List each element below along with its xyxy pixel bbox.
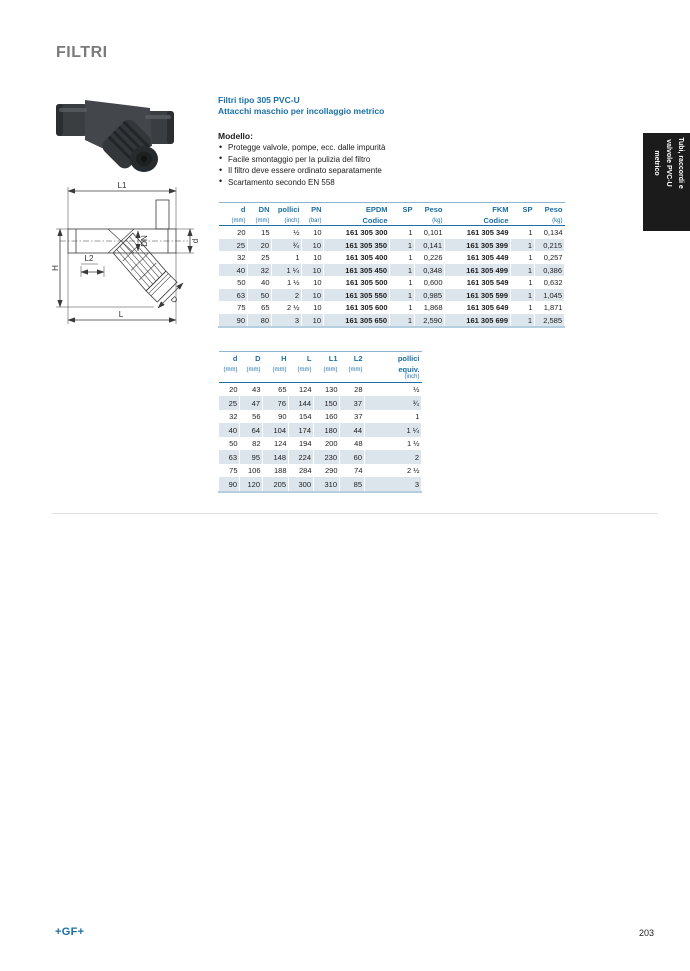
table-cell: 0,226 <box>423 253 443 262</box>
table-cell: 90 <box>219 477 240 492</box>
table-cell: 74 <box>354 466 363 475</box>
table-cell: 188 <box>273 466 287 475</box>
table-cell: 0,600 <box>423 278 443 287</box>
table-row <box>219 437 422 451</box>
column-header: SP <box>402 205 413 214</box>
table-cell: 310 <box>314 477 340 492</box>
table-cell: 106 <box>247 466 261 475</box>
table-cell: 50 <box>248 289 272 302</box>
dim-label-l: L <box>118 310 124 319</box>
table-row <box>219 314 565 328</box>
table-cell: 3 <box>272 314 302 328</box>
table-cell: 1 <box>408 278 413 287</box>
table-cell: 290 <box>324 466 338 475</box>
table-cell: 1 <box>511 239 535 252</box>
column-header: L <box>306 354 312 363</box>
table-cell: 1 <box>295 253 300 262</box>
column-header: L2 <box>353 354 363 363</box>
table-cell: 40 <box>261 278 270 287</box>
table-cell: 82 <box>252 439 261 448</box>
table-cell: 130 <box>324 385 338 394</box>
table-cell: 180 <box>314 423 340 437</box>
table-cell: 2,585 <box>535 314 565 328</box>
table-cell: 161 305 399 <box>445 239 511 252</box>
table-cell: 0,348 <box>415 264 445 277</box>
table-row <box>219 289 565 302</box>
table-cell: 120 <box>240 477 263 492</box>
table-cell: 1 <box>511 264 535 277</box>
column-header: Codice <box>445 214 511 226</box>
table-row <box>219 396 422 410</box>
table-row <box>219 464 422 478</box>
table-row <box>219 276 565 289</box>
feature-item: • Scartamento secondo EN 558 <box>218 177 385 189</box>
table-cell: 1 ½ <box>286 278 300 287</box>
table-cell: 161 305 300 <box>345 228 388 237</box>
table-cell: 0,985 <box>415 289 445 302</box>
table-cell: 65 <box>278 385 287 394</box>
table-cell: 32 <box>229 412 238 421</box>
table-cell: 1 <box>408 253 413 262</box>
column-header: EPDM <box>365 205 388 214</box>
table-cell: 1 ¼ <box>272 264 302 277</box>
table-cell: 1 <box>528 278 533 287</box>
spec-table <box>218 202 565 328</box>
table-cell: 1,868 <box>423 303 443 312</box>
column-header: Peso <box>544 205 563 214</box>
table-cell: 0,134 <box>543 228 563 237</box>
column-header: (mm) <box>348 366 363 373</box>
table-cell: 174 <box>289 423 314 437</box>
chapter-tab-line: metrico <box>653 150 660 176</box>
table-cell: 1 <box>390 239 415 252</box>
table-cell: 10 <box>302 289 324 302</box>
table-cell: 85 <box>340 477 365 492</box>
column-header: L1 <box>328 354 338 363</box>
column-header: PN <box>311 205 322 214</box>
table-cell: 10 <box>302 264 324 277</box>
column-header: (mm) <box>223 366 238 373</box>
table-cell: 20 <box>248 239 272 252</box>
column-header: (mm) <box>246 366 261 373</box>
table-cell: 65 <box>261 303 270 312</box>
table-cell: 2 ½ <box>406 466 420 475</box>
column-header: (inch) <box>365 374 422 382</box>
table-cell: 150 <box>314 396 340 410</box>
column-header: DN <box>258 205 270 214</box>
table-cell: 10 <box>313 278 322 287</box>
table-cell: 1 <box>390 314 415 328</box>
table-cell: 161 305 550 <box>324 289 390 302</box>
table-cell: 80 <box>248 314 272 328</box>
table-cell: 1 <box>511 289 535 302</box>
table-cell: 76 <box>263 396 289 410</box>
table-cell: 25 <box>219 396 240 410</box>
table-cell: 63 <box>219 289 248 302</box>
chapter-tab <box>643 133 690 231</box>
table-cell: 1 <box>408 303 413 312</box>
table-cell: ¾ <box>272 239 302 252</box>
table-row <box>219 301 565 314</box>
table-cell: 161 305 449 <box>466 253 509 262</box>
dim-label-l2: L2 <box>84 254 94 263</box>
feature-item: • Il filtro deve essere ordinato separatamente <box>218 165 385 177</box>
product-heading-line2: Attacchi maschio per incollaggio metrico <box>218 106 385 116</box>
table-row <box>219 410 422 424</box>
dim-label-dn: DN <box>140 235 149 247</box>
column-header: Codice <box>324 214 390 226</box>
table-cell: 90 <box>278 412 287 421</box>
table-cell: 2 ½ <box>286 303 300 312</box>
column-header: (mm) <box>219 214 248 226</box>
gf-logo: +GF+ <box>55 926 85 938</box>
table-cell: 10 <box>302 314 324 328</box>
column-header: (mm) <box>297 366 312 373</box>
table-cell: 10 <box>313 303 322 312</box>
table-cell: 161 305 500 <box>345 278 388 287</box>
table-cell: 104 <box>263 423 289 437</box>
chapter-tab-label <box>646 135 686 191</box>
column-header: D <box>255 354 261 363</box>
table-cell: 10 <box>313 228 322 237</box>
table-cell: 3 <box>365 477 422 492</box>
table-cell: 0,215 <box>535 239 565 252</box>
table-row <box>219 251 565 264</box>
column-header <box>314 374 340 382</box>
page-title: FILTRI <box>56 44 108 61</box>
column-header <box>511 214 535 226</box>
column-header: (bar) <box>302 214 324 226</box>
column-header: d <box>240 205 246 214</box>
table-cell: 0,386 <box>535 264 565 277</box>
table-cell: 161 305 350 <box>324 239 390 252</box>
table-cell: 161 305 400 <box>345 253 388 262</box>
table-row <box>219 264 565 277</box>
table-cell: 95 <box>240 450 263 464</box>
table-cell: 284 <box>298 466 312 475</box>
table-cell: 124 <box>298 385 312 394</box>
chapter-tab-line: Tubi, raccordi e <box>677 137 684 189</box>
column-header: Peso <box>424 205 443 214</box>
table-cell: 161 305 349 <box>466 228 509 237</box>
spec-table-head <box>219 203 565 226</box>
table-cell: 28 <box>354 385 363 394</box>
table-cell: 1 <box>528 303 533 312</box>
table-cell: 10 <box>313 253 322 262</box>
table-cell: 161 305 499 <box>445 264 511 277</box>
column-header: FKM <box>492 205 509 214</box>
table-cell: 1 <box>511 314 535 328</box>
dimension-drawing <box>48 180 208 344</box>
table-cell: 200 <box>324 439 338 448</box>
feature-item: • Protegge valvole, pompe, ecc. dalle impurità <box>218 142 385 154</box>
spec-table-body <box>219 226 565 328</box>
table-cell: 2,590 <box>415 314 445 328</box>
column-header: H <box>281 354 287 363</box>
chapter-tab-line: valvole PVC-U <box>665 139 672 187</box>
dimension-table-head <box>219 352 422 383</box>
table-row <box>219 450 422 464</box>
table-cell: 161 305 699 <box>445 314 511 328</box>
table-cell: 75 <box>229 466 238 475</box>
page-number: 203 <box>638 928 654 938</box>
table-cell: 144 <box>289 396 314 410</box>
column-header: d <box>232 354 238 363</box>
table-cell: 63 <box>219 450 240 464</box>
table-cell: 300 <box>289 477 314 492</box>
column-header <box>263 374 289 382</box>
column-header: (kg) <box>415 214 445 226</box>
table-cell: 161 305 600 <box>345 303 388 312</box>
y-strainer-photo-graphic <box>55 84 175 176</box>
section-divider <box>52 513 658 514</box>
table-cell: 60 <box>340 450 365 464</box>
column-header <box>340 374 365 382</box>
table-cell: 1 <box>390 289 415 302</box>
table-cell: 40 <box>219 423 240 437</box>
table-cell: 32 <box>237 253 246 262</box>
table-cell: 0,257 <box>543 253 563 262</box>
table-cell: 194 <box>298 439 312 448</box>
table-cell: 161 305 650 <box>324 314 390 328</box>
dim-label-d: d <box>191 238 200 244</box>
table-row <box>219 382 422 396</box>
table-cell: 56 <box>252 412 261 421</box>
table-row <box>219 239 565 252</box>
table-cell: 224 <box>289 450 314 464</box>
product-heading <box>218 95 384 117</box>
table-cell: 43 <box>252 385 261 394</box>
table-cell: 161 305 649 <box>466 303 509 312</box>
table-cell: 1,871 <box>543 303 563 312</box>
table-cell: 230 <box>314 450 340 464</box>
product-heading-line1: Filtri tipo 305 PVC-U <box>218 95 300 105</box>
table-cell: ¾ <box>365 396 422 410</box>
model-label: Modello: <box>218 131 253 141</box>
product-photo <box>55 84 175 176</box>
table-cell: 0,632 <box>543 278 563 287</box>
table-cell: 75 <box>237 303 246 312</box>
table-cell: 0,141 <box>415 239 445 252</box>
table-cell: 154 <box>298 412 312 421</box>
column-header: equiv. <box>398 365 420 374</box>
column-header: (kg) <box>535 214 565 226</box>
column-header: (mm) <box>272 366 287 373</box>
table-cell: 10 <box>302 239 324 252</box>
table-cell: 20 <box>229 385 238 394</box>
table-cell: 25 <box>219 239 248 252</box>
table-cell: 15 <box>261 228 270 237</box>
column-header <box>390 214 415 226</box>
table-cell: ½ <box>293 228 300 237</box>
table-cell: 161 305 549 <box>466 278 509 287</box>
dim-label-l1: L1 <box>117 181 127 190</box>
table-cell: 124 <box>273 439 287 448</box>
table-cell: 48 <box>354 439 363 448</box>
table-cell: 44 <box>340 423 365 437</box>
table-cell: 2 <box>272 289 302 302</box>
table-cell: 1 ¼ <box>365 423 422 437</box>
column-header: (mm) <box>323 366 338 373</box>
table-cell: 1 ½ <box>406 439 420 448</box>
column-header <box>289 374 314 382</box>
column-header: (mm) <box>248 214 272 226</box>
table-cell: 1 <box>528 253 533 262</box>
table-cell: 40 <box>219 264 248 277</box>
table-cell: 148 <box>263 450 289 464</box>
table-cell: 32 <box>248 264 272 277</box>
table-cell: 47 <box>240 396 263 410</box>
table-cell: 37 <box>354 412 363 421</box>
table-cell: 1 <box>415 412 420 421</box>
table-cell: 50 <box>229 439 238 448</box>
dim-label-big-d: D <box>168 294 180 305</box>
table-cell: ½ <box>413 385 420 394</box>
table-cell: 37 <box>340 396 365 410</box>
column-header: SP <box>522 205 533 214</box>
dimension-table-body <box>219 382 422 492</box>
table-row <box>219 423 422 437</box>
table-cell: 160 <box>324 412 338 421</box>
table-cell: 90 <box>219 314 248 328</box>
table-row <box>219 477 422 492</box>
table-cell: 25 <box>261 253 270 262</box>
table-cell: 0,101 <box>423 228 443 237</box>
table-cell: 2 <box>365 450 422 464</box>
table-cell: 20 <box>237 228 246 237</box>
dim-label-h: H <box>51 265 60 271</box>
drawing-dimension-labels <box>51 181 200 319</box>
column-header: (inch) <box>272 214 302 226</box>
table-cell: 50 <box>237 278 246 287</box>
y-strainer-drawing-graphic <box>48 180 208 344</box>
feature-item: • Facile smontaggio per la pulizia del filtro <box>218 154 385 166</box>
column-header: pollici <box>397 354 420 363</box>
table-cell: 1 <box>390 264 415 277</box>
table-cell: 161 305 450 <box>324 264 390 277</box>
table-cell: 1,045 <box>535 289 565 302</box>
table-cell: 64 <box>240 423 263 437</box>
feature-list <box>218 142 385 188</box>
table-cell: 1 <box>408 228 413 237</box>
dimension-table <box>218 351 422 493</box>
table-cell: 161 305 599 <box>445 289 511 302</box>
column-header: pollici <box>277 205 300 214</box>
table-cell: 205 <box>263 477 289 492</box>
table-row <box>219 226 565 239</box>
column-header <box>240 374 263 382</box>
column-header <box>219 374 240 382</box>
table-cell: 1 <box>528 228 533 237</box>
